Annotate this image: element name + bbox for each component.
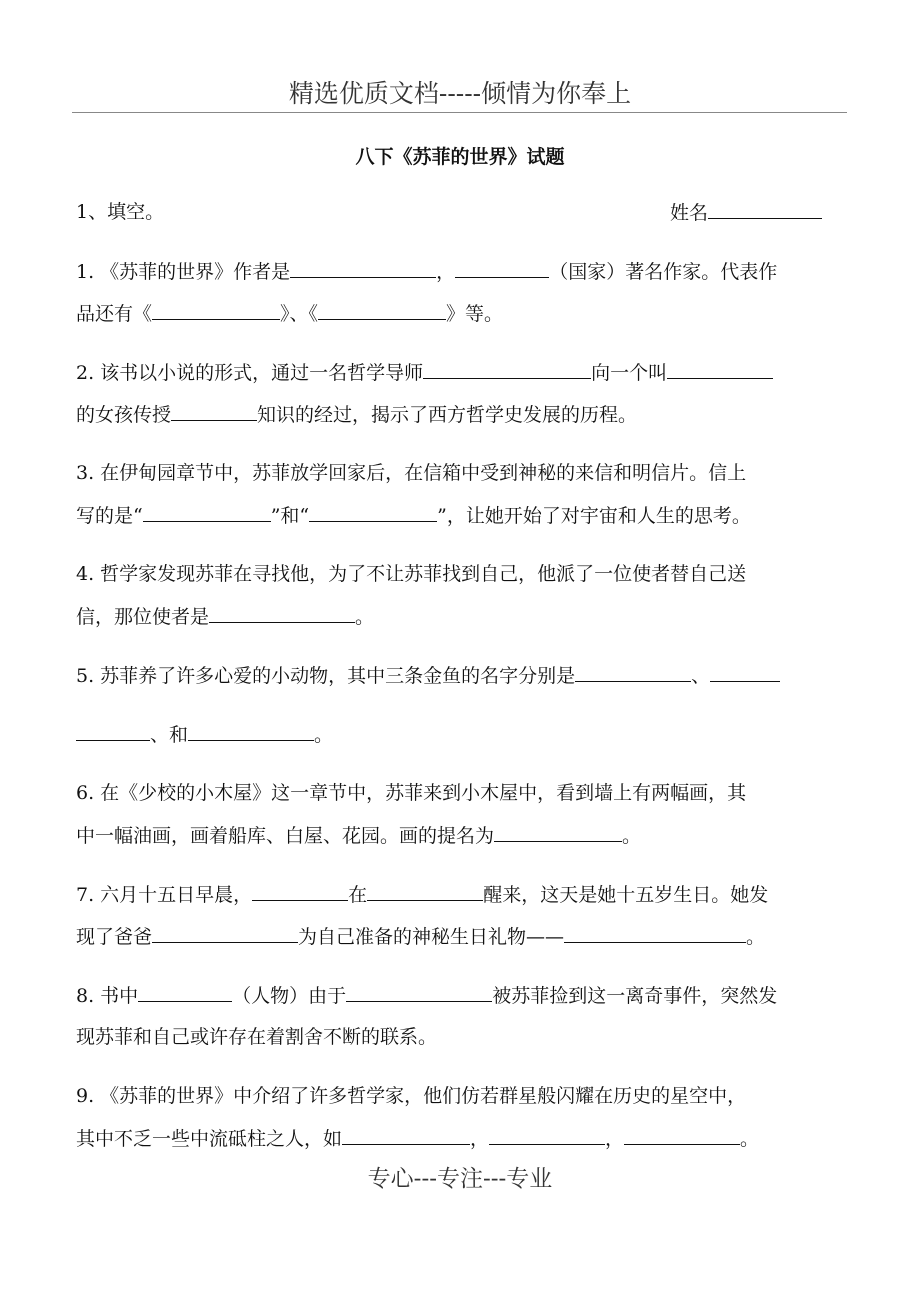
q4-text-b: 信，那位使者是 bbox=[76, 606, 210, 628]
question-2-line-2 bbox=[76, 402, 637, 427]
q1-country-blank[interactable] bbox=[455, 259, 549, 278]
q9-text-e: 。 bbox=[740, 1128, 760, 1150]
question-5-line-1 bbox=[76, 663, 780, 688]
header-divider bbox=[72, 112, 847, 113]
q3-question-1-blank[interactable] bbox=[143, 503, 271, 522]
page-footer: 专心---专注---专业 bbox=[367, 1166, 553, 1192]
question-9-line-2 bbox=[76, 1126, 759, 1151]
q8-character-blank[interactable] bbox=[138, 983, 232, 1002]
q9-philosopher-3-blank[interactable] bbox=[624, 1126, 740, 1145]
q3-text-d: ”，让她开始了对宇宙和人生的思考。 bbox=[437, 505, 751, 527]
question-9-line-1: 9. 《苏菲的世界》中介绍了许多哲学家，他们仿若群星般闪耀在历史的星空中， bbox=[76, 1085, 747, 1107]
q8-text-a: 8. 书中 bbox=[76, 985, 139, 1007]
q7-text-a: 7. 六月十五日早晨， bbox=[76, 884, 253, 906]
q4-messenger-blank[interactable] bbox=[209, 604, 355, 623]
q2-text-a: 2. 该书以小说的形式，通过一名哲学导师 bbox=[76, 362, 424, 384]
q8-text-b: （人物）由于 bbox=[232, 985, 347, 1007]
q2-knowledge-blank[interactable] bbox=[171, 402, 257, 421]
q2-girl-blank[interactable] bbox=[667, 360, 773, 379]
q7-gift-blank[interactable] bbox=[564, 924, 746, 943]
q2-text-c: 的女孩传授 bbox=[76, 404, 172, 426]
q5-fish-2-blank-part-1[interactable] bbox=[710, 663, 780, 682]
q5-fish-1-blank[interactable] bbox=[575, 663, 691, 682]
q1-text-f: 》等。 bbox=[446, 303, 504, 325]
name-field bbox=[670, 200, 822, 225]
question-6-line-1: 6. 在《少校的小木屋》这一章节中，苏菲来到小木屋中，看到墙上有两幅画，其 bbox=[76, 782, 747, 804]
q7-text-d: 现了爸爸 bbox=[76, 926, 153, 948]
q5-text-c: 、和 bbox=[150, 724, 189, 746]
q1-text-b: ， bbox=[436, 261, 456, 283]
q5-fish-2-blank-part-2[interactable] bbox=[76, 722, 150, 741]
question-3-line-2 bbox=[76, 503, 751, 528]
q4-text-c: 。 bbox=[355, 606, 375, 628]
q3-text-b: 写的是“ bbox=[76, 505, 143, 527]
q3-question-2-blank[interactable] bbox=[309, 503, 437, 522]
question-1-line-1 bbox=[76, 259, 777, 284]
q7-text-e: 为自己准备的神秘生日礼物—— bbox=[298, 926, 565, 948]
question-2-line-1 bbox=[76, 360, 773, 385]
q7-text-b: 在 bbox=[348, 884, 368, 906]
q1-text-c: （国家）著名作家。代表作 bbox=[549, 261, 778, 283]
name-label: 姓名 bbox=[670, 202, 709, 224]
q8-item-blank[interactable] bbox=[346, 983, 492, 1002]
q2-mentor-blank[interactable] bbox=[423, 360, 591, 379]
q1-author-blank[interactable] bbox=[290, 259, 436, 278]
q5-text-a: 5. 苏菲养了许多心爱的小动物，其中三条金鱼的名字分别是 bbox=[76, 665, 576, 687]
question-7-line-1 bbox=[76, 882, 768, 907]
page-title: 八下《苏菲的世界》试题 bbox=[355, 146, 565, 168]
question-7-line-2 bbox=[76, 924, 765, 949]
q1-work-2-blank[interactable] bbox=[318, 301, 446, 320]
q1-text-d: 品还有《 bbox=[76, 303, 153, 325]
question-3-line-1: 3. 在伊甸园章节中，苏菲放学回家后，在信箱中受到神秘的来信和明信片。信上 bbox=[76, 462, 747, 484]
q1-work-1-blank[interactable] bbox=[152, 301, 280, 320]
q5-text-d: 。 bbox=[314, 724, 334, 746]
section-label: 1、填空。 bbox=[76, 201, 165, 223]
q3-text-c: ”和“ bbox=[270, 505, 310, 527]
page-header: 精选优质文档-----倾情为你奉上 bbox=[288, 79, 632, 108]
q2-text-b: 向一个叫 bbox=[591, 362, 668, 384]
question-4-line-2 bbox=[76, 604, 374, 629]
question-8-line-2: 现苏菲和自己或许存在着割舍不断的联系。 bbox=[76, 1026, 438, 1048]
q7-text-c: 醒来，这天是她十五岁生日。她发 bbox=[483, 884, 769, 906]
q9-text-c: ， bbox=[470, 1128, 490, 1150]
question-5-line-2 bbox=[76, 722, 333, 747]
q7-text-f: 。 bbox=[746, 926, 766, 948]
question-6-line-2 bbox=[76, 823, 641, 848]
q8-text-c: 被苏菲捡到这一离奇事件，突然发 bbox=[492, 985, 778, 1007]
name-blank[interactable] bbox=[708, 200, 822, 219]
question-4-line-1: 4. 哲学家发现苏菲在寻找他，为了不让苏菲找到自己，他派了一位使者替自己送 bbox=[76, 563, 747, 585]
q7-person-blank[interactable] bbox=[252, 882, 348, 901]
q6-text-c: 。 bbox=[622, 825, 642, 847]
question-8-line-1 bbox=[76, 983, 777, 1008]
q5-fish-3-blank[interactable] bbox=[188, 722, 314, 741]
q9-text-b: 其中不乏一些中流砥柱之人，如 bbox=[76, 1128, 343, 1150]
q5-text-b: 、 bbox=[691, 665, 711, 687]
q6-painting-title-blank[interactable] bbox=[494, 823, 622, 842]
q6-text-b: 中一幅油画，画着船库、白屋、花园。画的提名为 bbox=[76, 825, 495, 847]
question-1-line-2 bbox=[76, 301, 503, 326]
q7-father-blank[interactable] bbox=[152, 924, 298, 943]
q2-text-d: 知识的经过，揭示了西方哲学史发展的历程。 bbox=[257, 404, 638, 426]
q9-philosopher-1-blank[interactable] bbox=[342, 1126, 470, 1145]
q9-philosopher-2-blank[interactable] bbox=[489, 1126, 605, 1145]
q7-place-blank[interactable] bbox=[367, 882, 483, 901]
q9-text-d: ， bbox=[605, 1128, 625, 1150]
q1-text-e: 》、《 bbox=[280, 303, 319, 325]
q1-text-a: 1. 《苏菲的世界》作者是 bbox=[76, 261, 291, 283]
